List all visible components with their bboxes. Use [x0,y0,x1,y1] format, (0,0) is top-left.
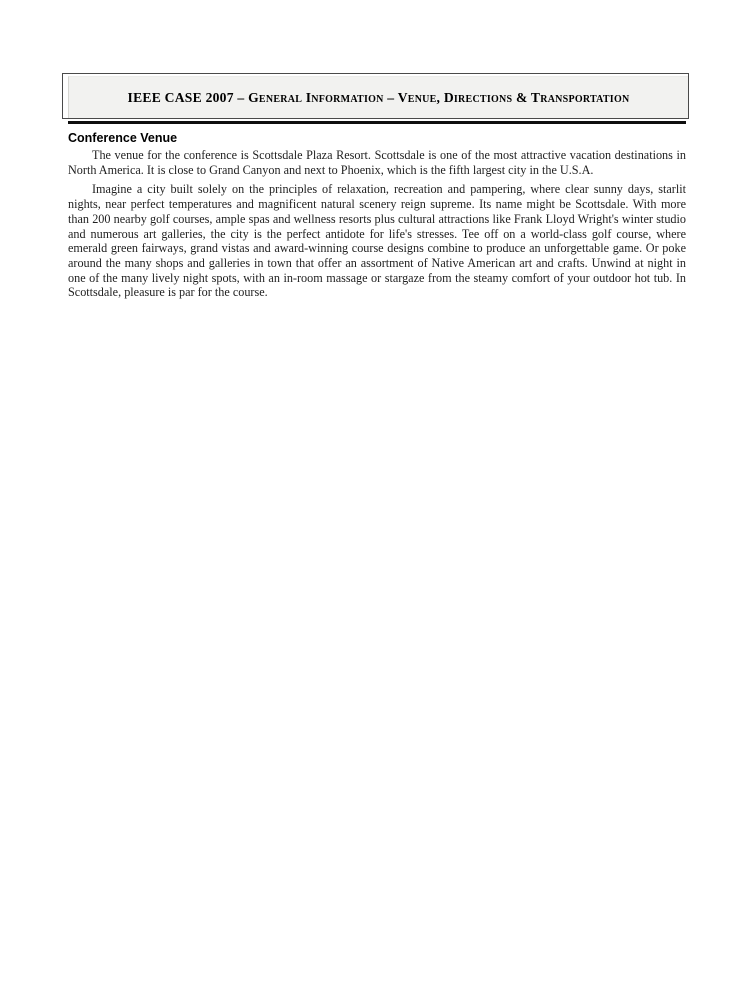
document-title: IEEE CASE 2007 – General Information – Venue, Directions & Transportation [127,89,630,105]
paragraph-scottsdale-description: Imagine a city built solely on the principles of relaxation, recreation and pampering, where clear sunny days, starlit nights, near perfect temperatures and magnificent natural scenery reign supreme. Its name might be Scottsdale. With more than 200 nearby golf courses, ample spas and wellness resorts plus cultural attractions like Frank Lloyd Wright's winter studio and numerous art galleries, the city is the perfect antidote for life's stresses. Tee off on a world-class golf course, where emerald green fairways, grand vistas and award-winning course designs combine to produce an unforgettable game. Or poke around the many shops and galleries in town that offer an assortment of Native American art and crafts. Unwind at night in one of the many lively night spots, with an in-room massage or stargaze from the steamy comfort of your outdoor hot tub. In Scottsdale, pleasure is par for the course. [68,182,686,300]
horizontal-rule [68,121,686,124]
title-banner [62,73,689,119]
title-banner-fill [68,76,688,118]
paragraph-venue-intro: The venue for the conference is Scottsdale Plaza Resort. Scottsdale is one of the most attractive vacation destinations in North America. It is close to Grand Canyon and next to Phoenix, which is the fifth largest city in the U.S.A. [68,148,686,177]
body-text-column [68,148,686,300]
section-heading: Conference Venue [68,131,178,145]
